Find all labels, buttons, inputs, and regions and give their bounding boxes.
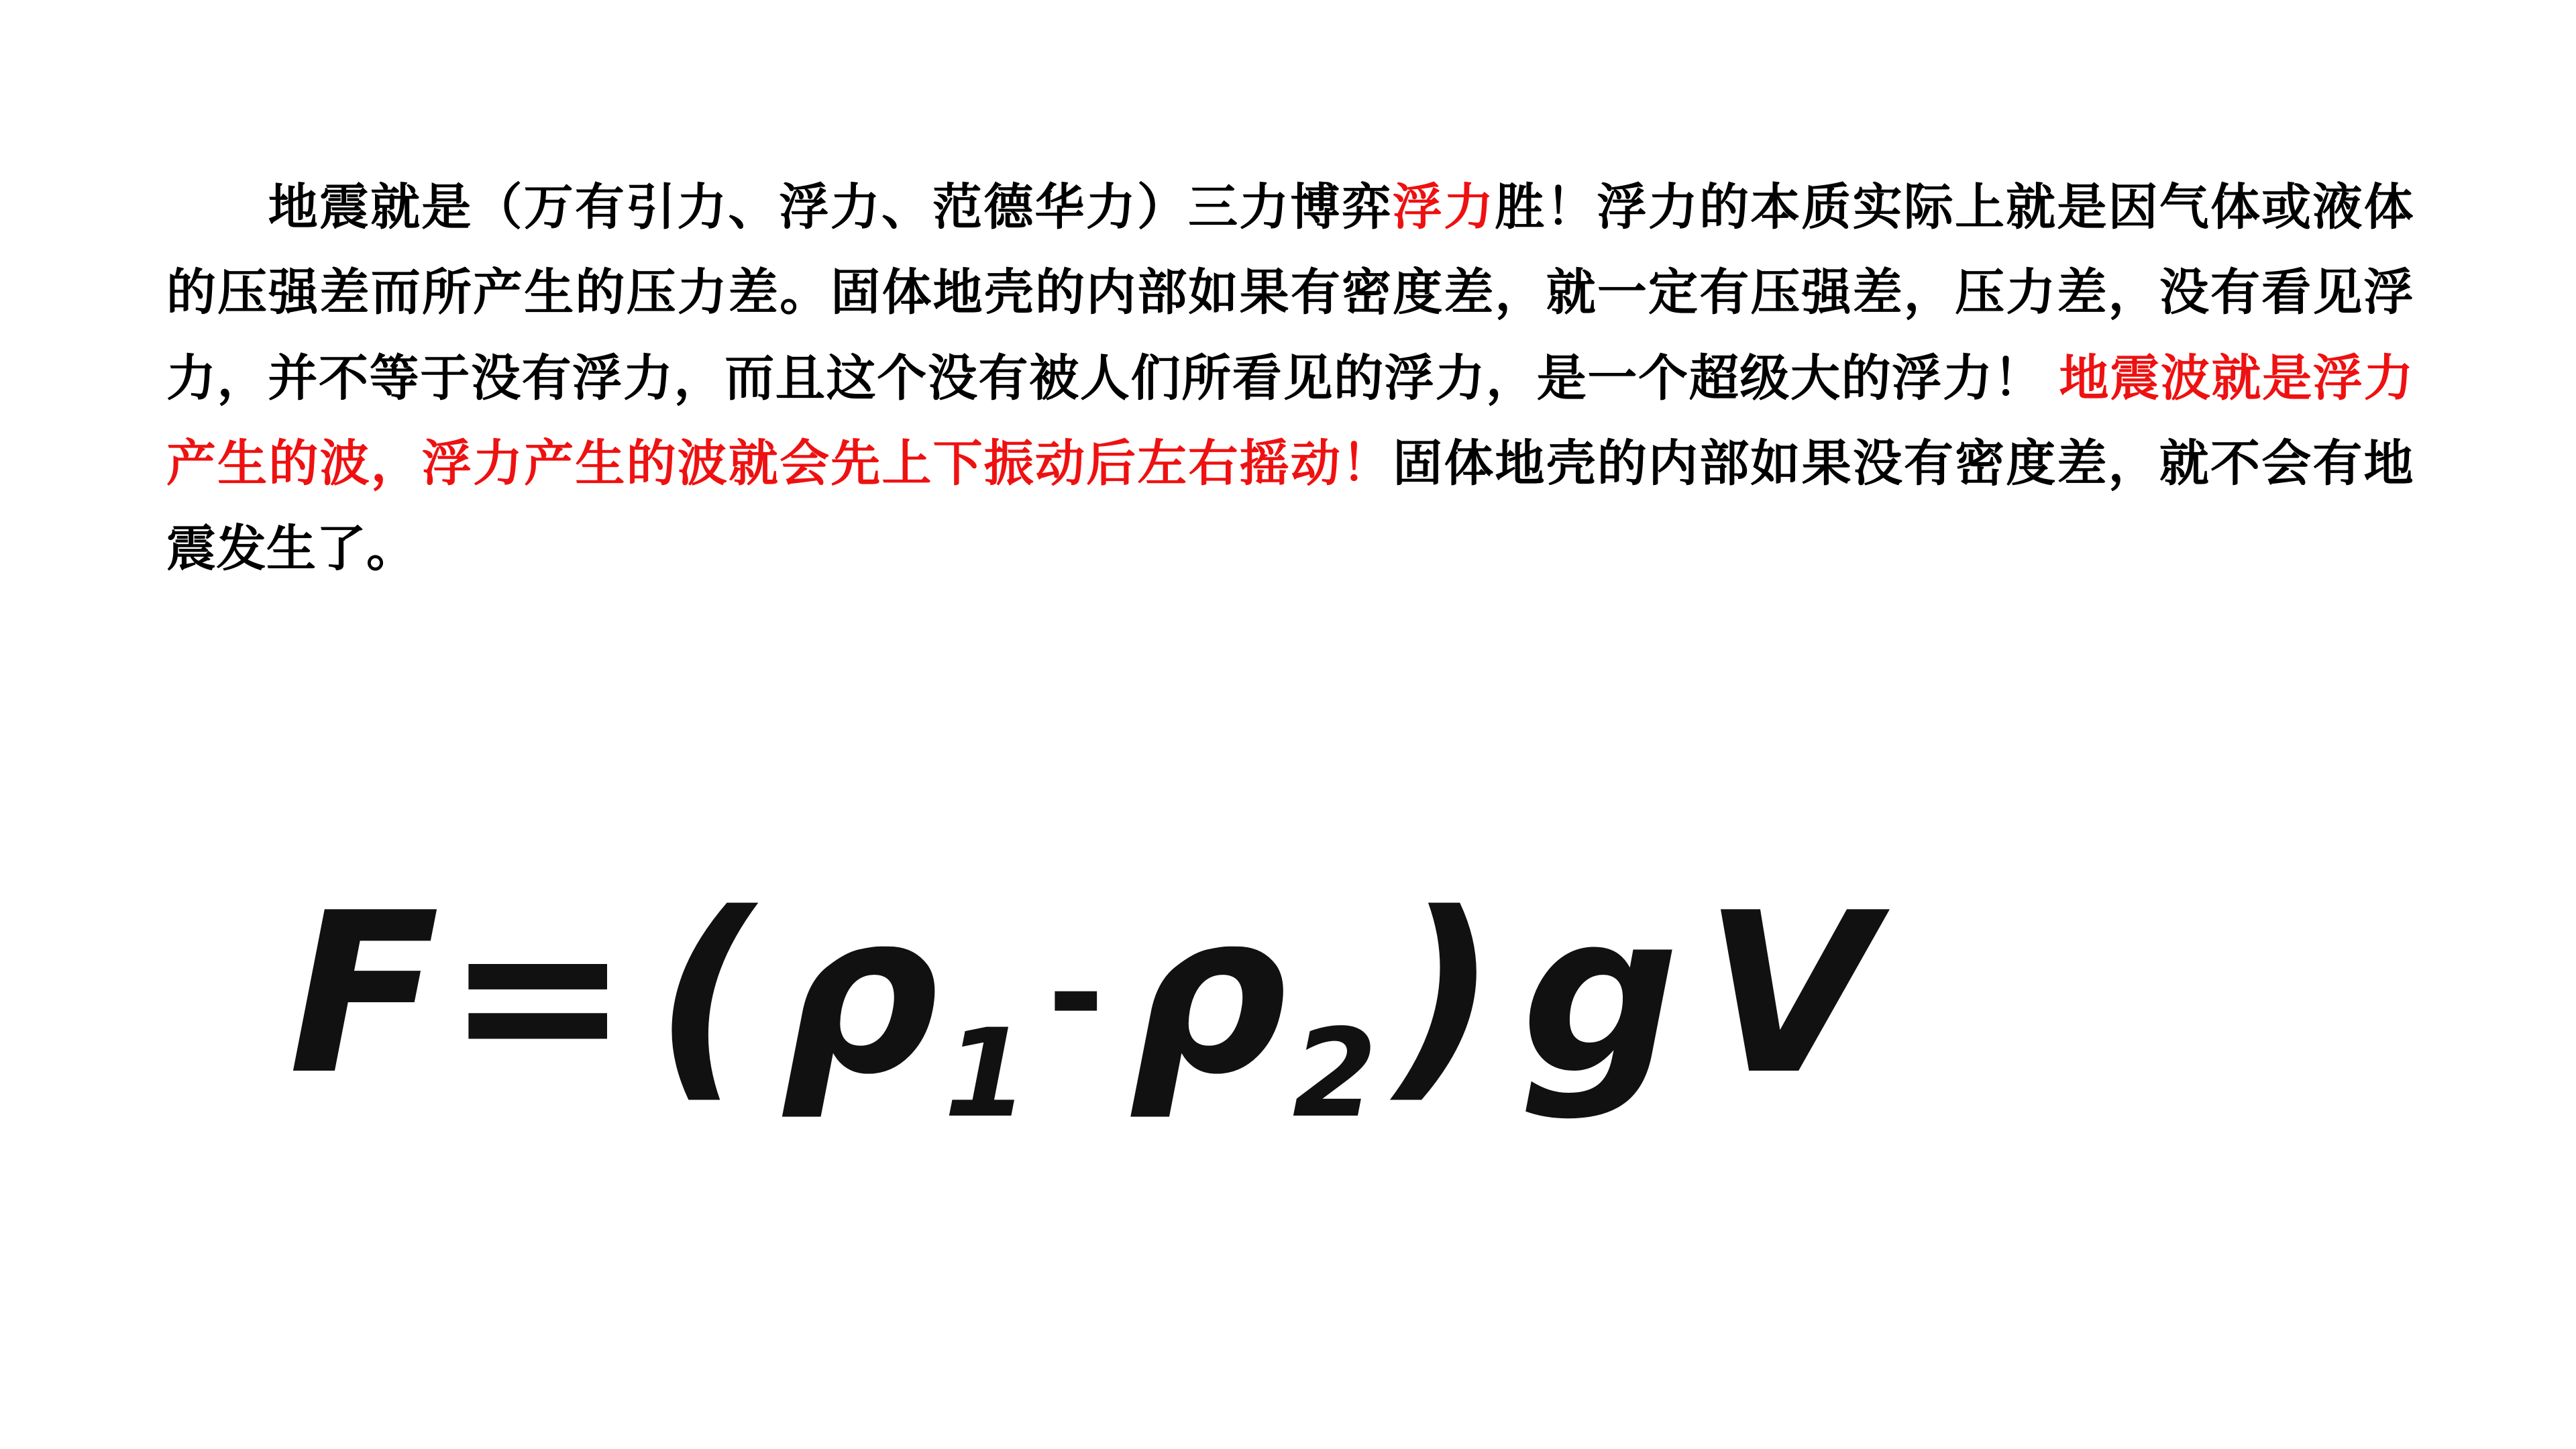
formula-rho1-subscript: 1	[944, 1003, 1029, 1144]
formula-g: g	[1521, 865, 1685, 1123]
text-segment-3: 固体地壳的内部如果没有密度差，就不会有地震发生了。	[166, 435, 2414, 577]
body-paragraph	[166, 164, 2414, 591]
text-segment-1: 地震就是（万有引力、浮力、范德华力）三力博弈	[267, 179, 1393, 235]
formula-minus: -	[1047, 914, 1110, 1073]
formula-lhs: F	[288, 865, 445, 1123]
text-segment-2: 胜！浮力的本质实际上就是因气体或液体的压强差而所产生的压力差。固体地壳的内部如果有密度差，就一定有压强差，压力差，没有看见浮力，并不等于没有浮力，而且这个没有被人们所看见的浮力，是一个超级大的浮力！	[166, 179, 2414, 406]
formula-rho2: ρ	[1128, 865, 1293, 1123]
formula-open-paren: (	[654, 865, 761, 1123]
formula-close-paren: )	[1395, 865, 1503, 1123]
formula-equals: =	[445, 865, 636, 1123]
buoyancy-formula	[288, 865, 2301, 1144]
text-segment-highlight-seismic-wave: 地震波就是浮力产生的波，浮力产生的波就会先上下振动后左右摇动！	[166, 350, 2414, 491]
formula-v: V	[1703, 865, 1881, 1123]
formula-rho2-subscript: 2	[1292, 1003, 1377, 1144]
formula-rho1: ρ	[780, 865, 945, 1123]
text-segment-highlight-buoyancy: 浮力	[1392, 179, 1495, 235]
